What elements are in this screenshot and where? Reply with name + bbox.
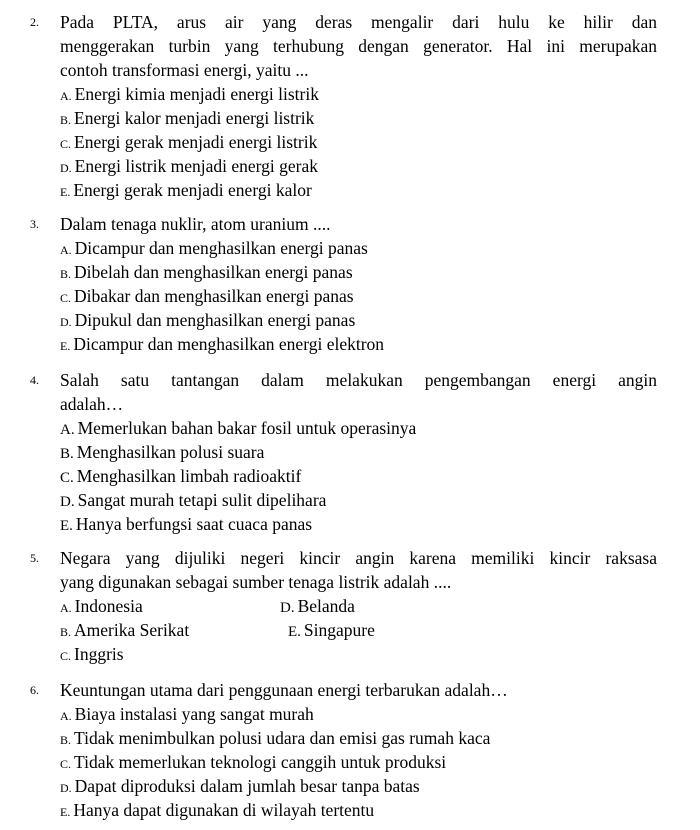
- option-letter: C.: [60, 649, 72, 663]
- option-letter: B.: [60, 625, 72, 639]
- option-b: [60, 726, 490, 750]
- option-letter: A.: [60, 601, 72, 615]
- option-text: Dicampur dan menghasilkan energi panas: [74, 238, 368, 258]
- option-letter: E.: [288, 624, 301, 640]
- option-a: [60, 416, 416, 440]
- option-text: Inggris: [74, 644, 124, 664]
- option-d: [280, 594, 355, 618]
- option-letter: C.: [60, 757, 72, 771]
- option-letter: D.: [60, 161, 72, 175]
- option-b: [60, 260, 353, 284]
- question-number: 3.: [30, 217, 39, 231]
- option-text: Menghasilkan polusi suara: [76, 442, 265, 462]
- option-text: Energi kimia menjadi energi listrik: [74, 84, 319, 104]
- option-letter: A.: [60, 422, 75, 438]
- option-text: Biaya instalasi yang sangat murah: [74, 704, 314, 724]
- option-text: Dibakar dan menghasilkan energi panas: [74, 286, 354, 306]
- option-c: [60, 464, 301, 488]
- question-stem-line: menggerakan turbin yang terhubung dengan generator. Hal ini merupakan: [60, 36, 657, 56]
- option-text: Energi listrik menjadi energi gerak: [74, 156, 318, 176]
- option-letter: B.: [60, 733, 72, 747]
- option-letter: A.: [60, 709, 72, 723]
- option-e: [60, 332, 384, 356]
- option-c: [60, 750, 446, 774]
- option-text: Menghasilkan limbah radioaktif: [76, 466, 302, 486]
- question-stem-line: yang digunakan sebagai sumber tenaga listrik adalah ....: [60, 572, 452, 592]
- option-c: [60, 130, 317, 154]
- option-letter: B.: [60, 113, 72, 127]
- option-letter: B.: [60, 267, 72, 281]
- option-text: Singapure: [303, 620, 375, 640]
- option-text: Memerlukan bahan bakar fosil untuk operasinya: [77, 418, 417, 438]
- option-d: [60, 488, 326, 512]
- option-letter: D.: [280, 600, 295, 616]
- question-number: 5.: [30, 551, 39, 565]
- option-e: [60, 798, 374, 822]
- question-stem-line: Negara yang dijuliki negeri kincir angin karena memiliki kincir raksasa: [60, 548, 657, 568]
- option-text: Hanya dapat digunakan di wilayah tertentu: [73, 800, 375, 820]
- option-text: Tidak memerlukan teknologi canggih untuk produksi: [74, 752, 447, 772]
- question-number: 6.: [30, 683, 39, 697]
- option-letter: B.: [60, 446, 74, 462]
- option-letter: C.: [60, 137, 72, 151]
- option-letter: D.: [60, 781, 72, 795]
- option-a: [60, 702, 314, 726]
- option-letter: E.: [60, 185, 71, 199]
- option-a: [60, 594, 143, 618]
- option-text: Dicampur dan menghasilkan energi elektron: [73, 334, 385, 354]
- option-a: [60, 82, 319, 106]
- option-d: [60, 154, 318, 178]
- option-b: [60, 106, 314, 130]
- option-text: Dapat diproduksi dalam jumlah besar tanpa batas: [74, 776, 420, 796]
- option-e: [60, 512, 312, 536]
- option-letter: A.: [60, 243, 72, 257]
- question-stem-line: adalah…: [60, 394, 124, 414]
- option-e: [288, 618, 375, 642]
- option-e: [60, 178, 312, 202]
- option-letter: C.: [60, 291, 72, 305]
- option-a: [60, 236, 368, 260]
- option-text: Tidak menimbulkan polusi udara dan emisi gas rumah kaca: [74, 728, 491, 748]
- question-stem-line: Dalam tenaga nuklir, atom uranium ....: [60, 214, 331, 234]
- option-letter: E.: [60, 518, 73, 534]
- option-text: Dipukul dan menghasilkan energi panas: [74, 310, 356, 330]
- option-text: Dibelah dan menghasilkan energi panas: [74, 262, 353, 282]
- option-letter: D.: [60, 494, 75, 510]
- question-number: 2.: [30, 15, 39, 29]
- option-letter: D.: [60, 315, 72, 329]
- option-text: Belanda: [297, 596, 355, 616]
- question-stem-line: Keuntungan utama dari penggunaan energi terbarukan adalah…: [60, 680, 508, 700]
- option-text: Energi kalor menjadi energi listrik: [74, 108, 315, 128]
- option-text: Energi gerak menjadi energi listrik: [74, 132, 318, 152]
- option-text: Hanya berfungsi saat cuaca panas: [75, 514, 313, 534]
- option-letter: E.: [60, 339, 71, 353]
- option-d: [60, 774, 420, 798]
- option-letter: C.: [60, 470, 74, 486]
- question-number: 4.: [30, 373, 39, 387]
- option-b: [60, 618, 189, 642]
- option-c: [60, 642, 124, 666]
- option-c: [60, 284, 354, 308]
- question-stem-line: Salah satu tantangan dalam melakukan pengembangan energi angin: [60, 370, 657, 390]
- option-letter: A.: [60, 89, 72, 103]
- question-stem-line: Pada PLTA, arus air yang deras mengalir dari hulu ke hilir dan: [60, 12, 657, 32]
- option-text: Energi gerak menjadi energi kalor: [73, 180, 312, 200]
- option-text: Indonesia: [74, 596, 143, 616]
- option-b: [60, 440, 264, 464]
- question-stem-line: contoh transformasi energi, yaitu ...: [60, 60, 309, 80]
- option-letter: E.: [60, 805, 71, 819]
- option-text: Amerika Serikat: [74, 620, 190, 640]
- option-text: Sangat murah tetapi sulit dipelihara: [77, 490, 327, 510]
- option-d: [60, 308, 355, 332]
